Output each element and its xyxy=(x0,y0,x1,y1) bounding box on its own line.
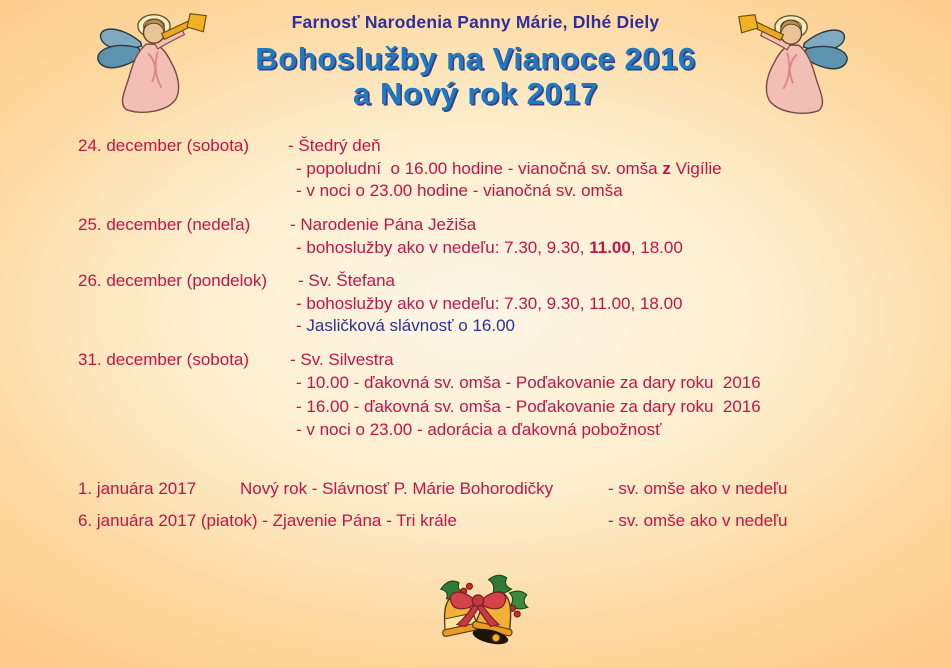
date-26-december: 26. december (pondelok) xyxy=(78,271,268,290)
detail-bold: 11.00 xyxy=(589,238,631,257)
date-1-january: 1. januára 2017 xyxy=(78,479,197,498)
date-24-december: 24. december (sobota) xyxy=(78,136,250,155)
note-1-january: - sv. omše ako v nedeľu xyxy=(608,479,788,498)
note-6-january: - sv. omše ako v nedeľu xyxy=(608,511,788,530)
dash: - xyxy=(296,316,307,335)
detail-31-dec-night: - v noci o 23.00 - adorácia a ďakovná pobožnosť xyxy=(296,420,662,439)
detail-bold: z xyxy=(662,159,671,178)
christmas-bells-icon xyxy=(418,572,540,658)
date-25-december: 25. december (nedeľa) xyxy=(78,215,251,234)
page-title-line2: a Nový rok 2017 xyxy=(352,76,599,111)
date-6-january: 6. januára 2017 (piatok) - Zjavenie Pána - Tri krále xyxy=(78,511,457,530)
jaslickova-text: Jasličková slávnosť o 16.00 xyxy=(306,316,515,335)
detail-text: Vigílie xyxy=(670,159,722,178)
event-sv-stefana: - Sv. Štefana xyxy=(298,271,396,290)
detail-25-dec-masses xyxy=(296,238,683,258)
event-novy-rok: Nový rok - Slávnosť P. Márie Bohorodičky xyxy=(240,479,554,498)
page-title-line1: Bohoslužby na Vianoce 2016 xyxy=(255,41,696,76)
detail-26-dec-jaslickova xyxy=(296,316,515,336)
detail-26-dec-masses: - bohoslužby ako v nedeľu: 7.30, 9.30, 11.00, 18.00 xyxy=(296,294,683,313)
detail-31-dec-1000: - 10.00 - ďakovná sv. omša - Poďakovanie za dary roku 2016 xyxy=(296,373,761,392)
event-narodenie-pana: - Narodenie Pána Ježiša xyxy=(290,215,477,234)
detail-text: - popoludní o 16.00 hodine - vianočná sv. omša xyxy=(296,159,663,178)
detail-text: - bohoslužby ako v nedeľu: 7.30, 9.30, xyxy=(296,238,590,257)
date-31-december: 31. december (sobota) xyxy=(78,350,250,369)
event-sv-silvestra: - Sv. Silvestra xyxy=(290,350,394,369)
detail-text: , 18.00 xyxy=(630,238,683,257)
detail-31-dec-1600: - 16.00 - ďakovná sv. omša - Poďakovanie za dary roku 2016 xyxy=(296,397,761,416)
event-stedry-den: - Štedrý deň xyxy=(288,136,381,155)
parish-name: Farnosť Narodenia Panny Márie, Dlhé Diely xyxy=(291,12,660,32)
detail-24-dec-night: - v noci o 23.00 hodine - vianočná sv. omša xyxy=(296,181,623,200)
detail-24-dec-afternoon xyxy=(296,159,722,179)
